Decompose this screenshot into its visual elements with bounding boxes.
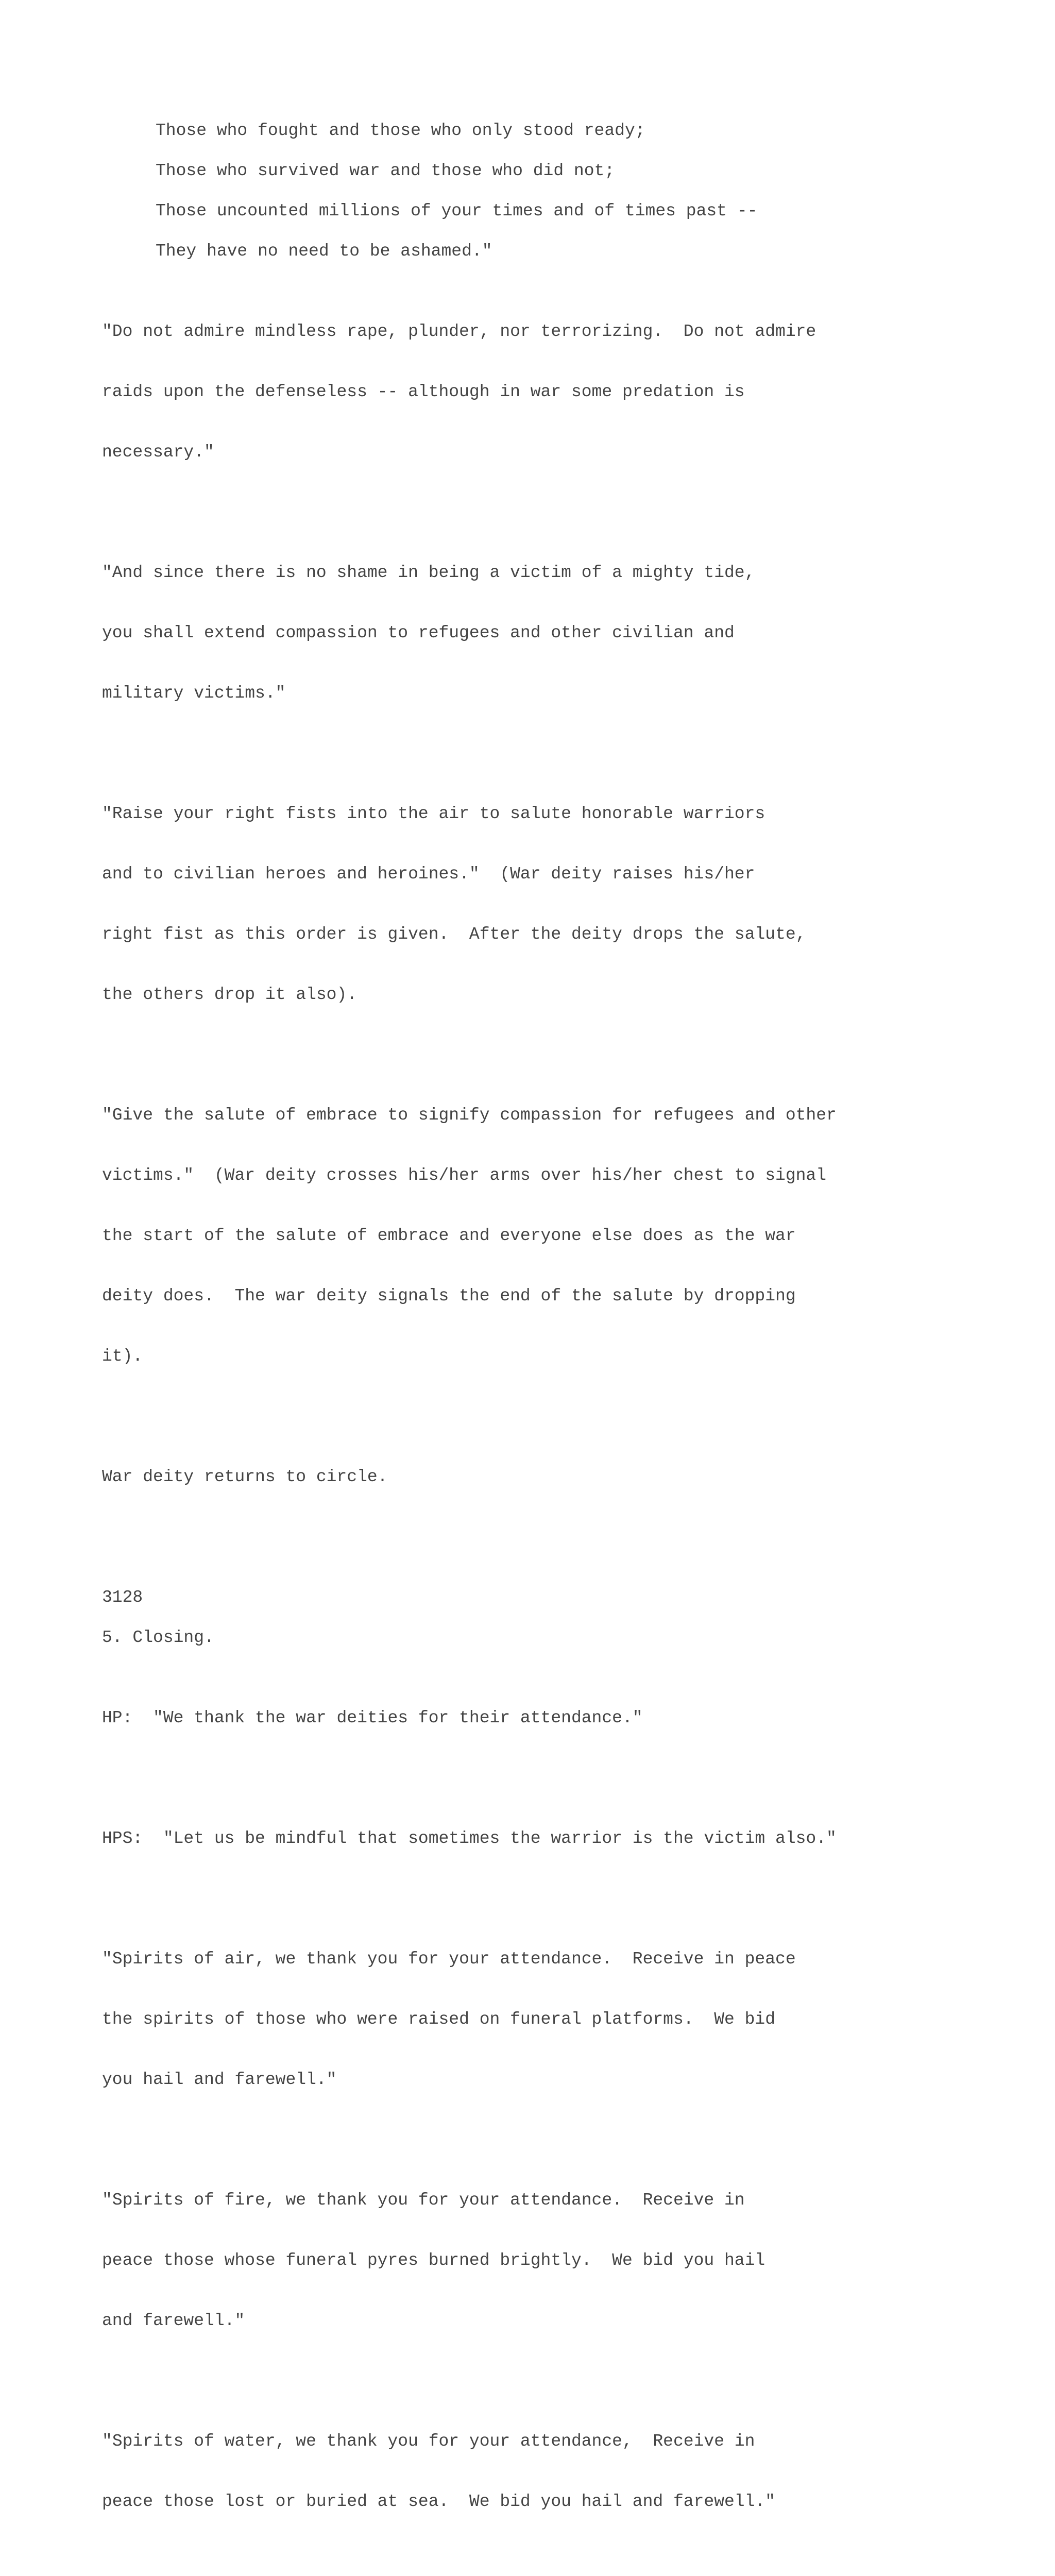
paragraph-line: military victims." — [102, 684, 286, 703]
paragraph-line: HPS: "Let us be mindful that sometimes the warrior is the victim also." — [102, 1829, 837, 1848]
paragraph-line: War deity returns to circle. — [102, 1467, 388, 1486]
paragraph-line: the spirits of those who were raised on funeral platforms. We bid — [102, 2010, 776, 2029]
paragraph-line: necessary." — [102, 443, 214, 462]
page-number: 3128 — [102, 1588, 143, 1607]
paragraph-line: and to civilian heroes and heroines." (War deity raises his/her — [102, 865, 755, 884]
paragraph — [102, 1909, 1029, 2130]
paragraph-line: "Spirits of fire, we thank you for your attendance. Receive in — [102, 2191, 745, 2210]
paragraph — [102, 764, 1029, 1045]
paragraph-line: "Give the salute of embrace to signify compassion for refugees and other — [102, 1106, 837, 1125]
paragraph — [102, 2150, 1029, 2371]
paragraph — [102, 1668, 1029, 1768]
paragraph — [102, 281, 1029, 502]
paragraph-line: peace those whose funeral pyres burned brightly. We bid you hail — [102, 2251, 765, 2270]
paragraph-line: deity does. The war deity signals the end of the salute by dropping — [102, 1286, 796, 1306]
paragraph — [102, 1427, 1029, 1527]
paragraph-line: HP: "We thank the war deities for their attendance." — [102, 1708, 643, 1727]
paragraph-line: victims." (War deity crosses his/her arms over his/her chest to signal — [102, 1166, 827, 1185]
paragraph — [102, 2572, 1029, 2576]
paragraph — [102, 2391, 1029, 2552]
paragraph-line: right fist as this order is given. After the deity drops the salute, — [102, 925, 806, 944]
verse-line: They have no need to be ashamed." — [156, 242, 492, 261]
section-heading: 5. Closing. — [102, 1628, 214, 1647]
paragraph-line: peace those lost or buried at sea. We bid you hail and farewell." — [102, 2492, 776, 2511]
paragraph-line: "Raise your right fists into the air to salute honorable warriors — [102, 804, 765, 823]
paragraph-line: raids upon the defenseless -- although in war some predation is — [102, 382, 745, 401]
verse-line: Those who fought and those who only stood ready; — [156, 121, 645, 140]
verse-line: Those uncounted millions of your times and of times past -- — [156, 201, 758, 221]
paragraph-line: "And since there is no shame in being a victim of a mighty tide, — [102, 563, 755, 582]
paragraph-line: the start of the salute of embrace and everyone else does as the war — [102, 1226, 796, 1245]
paragraph — [102, 1788, 1029, 1889]
paragraph-line: the others drop it also). — [102, 985, 358, 1004]
paragraph — [102, 1065, 1029, 1406]
document-text — [102, 121, 1029, 2576]
paragraph-line: it). — [102, 1347, 143, 1366]
paragraph — [102, 522, 1029, 743]
paragraph-line: "Do not admire mindless rape, plunder, nor terrorizing. Do not admire — [102, 322, 816, 341]
paragraph-line: you shall extend compassion to refugees and other civilian and — [102, 623, 735, 642]
paragraph-line: "Spirits of water, we thank you for your attendance, Receive in — [102, 2432, 755, 2451]
paragraph-line: and farewell." — [102, 2311, 245, 2330]
verse-line: Those who survived war and those who did not; — [156, 161, 615, 180]
paragraph-line: you hail and farewell." — [102, 2070, 337, 2089]
paragraph-line: "Spirits of air, we thank you for your attendance. Receive in peace — [102, 1950, 796, 1969]
